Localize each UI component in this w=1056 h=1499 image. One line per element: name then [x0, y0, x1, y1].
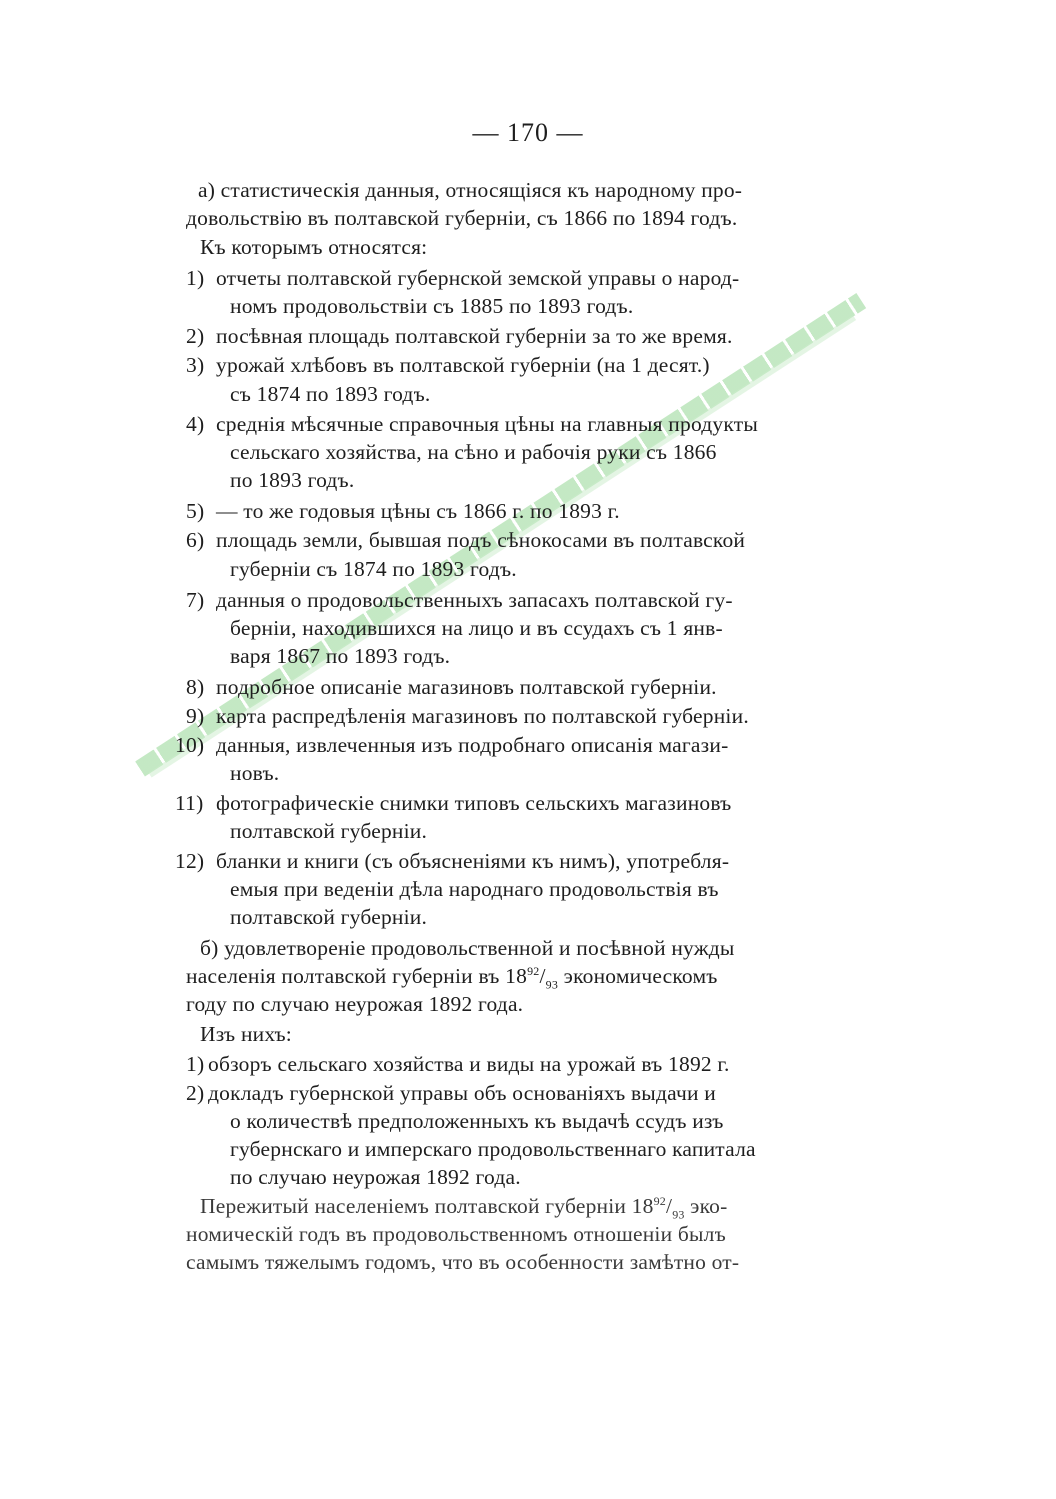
text-fragment: экономическомъ [558, 964, 718, 988]
list-item-text: среднія мѣсячные справочныя цѣны на главныя продукты [216, 412, 758, 436]
list-item-text: номъ продовольствіи съ 1885 по 1893 годъ. [230, 294, 634, 318]
list-item-text: фотографическіе снимки типовъ сельскихъ магазиновъ [216, 791, 732, 815]
list-item-text: новъ. [230, 761, 280, 785]
list-item-text: данныя, извлеченныя изъ подробнаго описанія магази- [216, 733, 729, 757]
list-item-number: 1) [186, 266, 205, 290]
list-item-number: 4) [186, 412, 205, 436]
list-item-number: 2) [186, 1081, 205, 1105]
list-item-number: 8) [186, 675, 205, 699]
text-line: довольствію въ полтавской губерніи, съ 1866 по 1894 годъ. [186, 206, 738, 230]
text-line: номическій годъ въ продовольственномъ отношеніи былъ [186, 1222, 726, 1246]
text-line: б) удовлетвореніе продовольственной и посѣвной нужды [200, 936, 735, 960]
fraction-denominator: 93 [672, 1207, 685, 1222]
list-item-text: по случаю неурожая 1892 года. [230, 1165, 521, 1189]
list-item-number: 5) [186, 499, 205, 523]
list-item-text: бланки и книги (съ объясненіями къ нимъ), употребля- [216, 849, 730, 873]
list-item-text: карта распредѣленія магазиновъ по полтавской губерніи. [216, 704, 749, 728]
list-item-text: губернскаго и имперскаго продовольственнаго капитала [230, 1137, 756, 1161]
text-line: году по случаю неурожая 1892 года. [186, 992, 524, 1016]
list-item-text: губерніи съ 1874 по 1893 годъ. [230, 557, 517, 581]
text-fragment: Пережитый населеніемъ полтавской губерніи 18 [200, 1194, 654, 1218]
list-item-number: 2) [186, 324, 205, 348]
text-line: Къ которымъ относятся: [200, 235, 428, 259]
list-item-text: подробное описаніе магазиновъ полтавской губерніи. [216, 675, 717, 699]
list-item-number: 9) [186, 704, 205, 728]
list-item-number: 6) [186, 528, 205, 552]
list-item-text: урожай хлѣбовъ въ полтавской губерніи (на 1 десят.) [216, 353, 710, 377]
list-item-text: по 1893 годъ. [230, 468, 355, 492]
text-fragment: населенія полтавской губерніи въ 18 [186, 964, 528, 988]
fraction-slash: / [539, 964, 546, 988]
fraction-numerator: 92 [527, 963, 540, 978]
list-item-text: — то же годовыя цѣны съ 1866 г. по 1893 г. [216, 499, 620, 523]
list-item-text: отчеты полтавской губернской земской управы о народ- [216, 266, 740, 290]
list-item-number: 7) [186, 588, 205, 612]
fraction-numerator: 92 [653, 1193, 666, 1208]
text-line: Изъ нихъ: [200, 1022, 292, 1046]
list-item-number: 3) [186, 353, 205, 377]
list-item-text: о количествѣ предположенныхъ къ выдачѣ ссудъ изъ [230, 1109, 724, 1133]
list-item-text: докладъ губернской управы объ основаніяхъ выдачи и [208, 1081, 716, 1105]
list-item-number: 11) [175, 791, 204, 815]
list-item-number: 10) [175, 733, 205, 757]
list-item-text: сельскаго хозяйства, на сѣно и рабочія руки съ 1866 [230, 440, 717, 464]
list-item-text: емыя при веденіи дѣла народнаго продовольствія въ [230, 877, 719, 901]
text-fragment: эко- [684, 1194, 728, 1218]
list-item-text: варя 1867 по 1893 годъ. [230, 644, 451, 668]
list-item-text: съ 1874 по 1893 годъ. [230, 382, 431, 406]
list-item-text: обзоръ сельскаго хозяйства и виды на урожай въ 1892 г. [208, 1052, 730, 1076]
list-item-text: полтавской губерніи. [230, 905, 428, 929]
text-line-with-fraction [186, 962, 718, 990]
text-line: а) статистическія данныя, относящіяся къ народному про- [198, 178, 743, 202]
list-item-number: 1) [186, 1052, 205, 1076]
list-item-text: посѣвная площадь полтавской губерніи за то же время. [216, 324, 733, 348]
list-item-text: полтавской губерніи. [230, 819, 428, 843]
list-item-text: берніи, находившихся на лицо и въ ссудахъ съ 1 янв- [230, 616, 723, 640]
text-line: самымъ тяжелымъ годомъ, что въ особенности замѣтно от- [186, 1250, 740, 1274]
fraction-denominator: 93 [545, 977, 559, 992]
fraction-slash: / [666, 1194, 673, 1218]
list-item-text: данныя о продовольственныхъ запасахъ полтавской гу- [216, 588, 733, 612]
list-item-text: площадь земли, бывшая подъ сѣнокосами въ полтавской [216, 528, 746, 552]
text-line-with-fraction [200, 1192, 727, 1220]
page-number: — 170 — [472, 118, 584, 147]
list-item-number: 12) [175, 849, 205, 873]
